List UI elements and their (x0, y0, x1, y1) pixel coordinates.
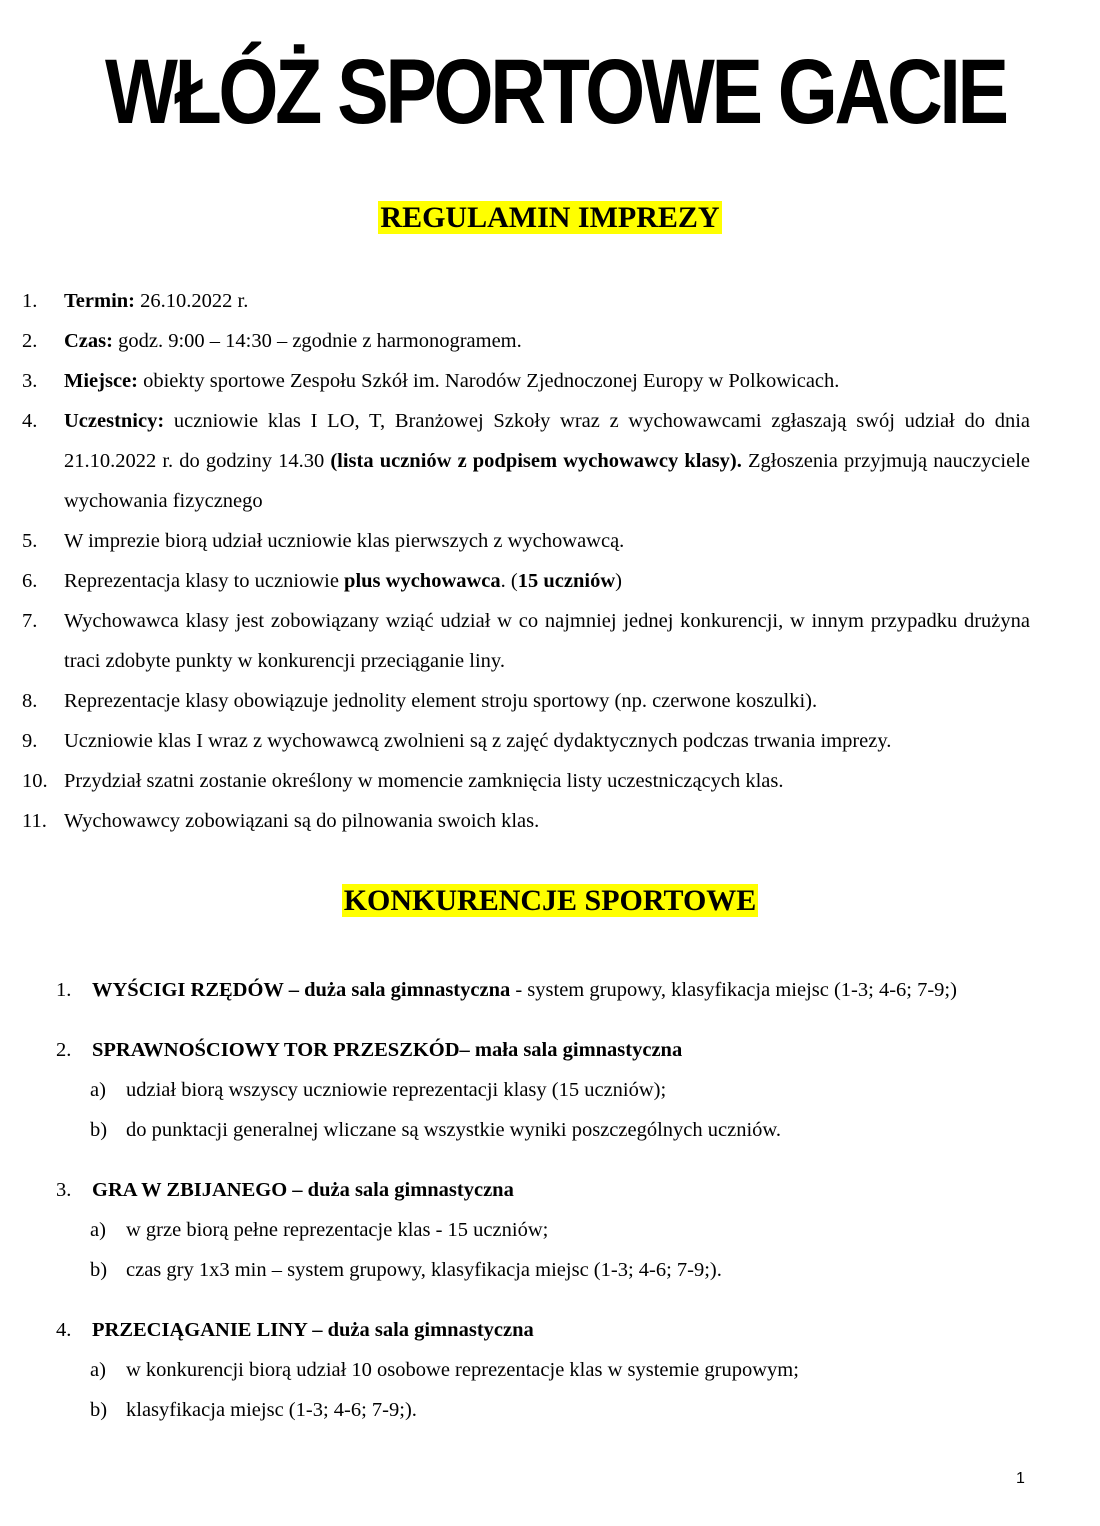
competition-item (0, 1030, 1030, 1150)
item-number: 3. (22, 370, 38, 392)
text-run: godz. 9:00 – 14:30 – zgodnie z harmonogramem. (112, 330, 522, 352)
item-number: 5. (22, 530, 38, 552)
sub-item (90, 1390, 1030, 1430)
text-run: Wychowawcy zobowiązani są do pilnowania swoich klas. (64, 810, 540, 832)
section-heading-rules-text: REGULAMIN IMPREZY (380, 201, 720, 234)
list-item (0, 321, 1030, 361)
competition-item (0, 970, 1030, 1010)
section-heading-competitions-text: KONKURENCJE SPORTOWE (343, 884, 757, 917)
page-number: 1 (1016, 1470, 1025, 1487)
bold-text: plus wychowawca (344, 570, 501, 592)
sub-list (90, 1210, 1030, 1290)
sub-item-letter: a) (90, 1219, 106, 1241)
list-item (0, 721, 1030, 761)
sub-item-text: w konkurencji biorą udział 10 osobowe reprezentacje klas w systemie grupowym; (126, 1359, 799, 1381)
text-run: W imprezie biorą udział uczniowie klas pierwszych z wychowawcą. (64, 530, 625, 552)
list-item (0, 761, 1030, 801)
item-number: 4. (56, 1319, 72, 1341)
competitions-list (0, 970, 1030, 1450)
sub-item-text: do punktacji generalnej wliczane są wszystkie wyniki poszczególnych uczniów. (126, 1119, 782, 1141)
text-run: . ( (500, 570, 518, 592)
text-run: ) (615, 570, 622, 592)
text-run: - system grupowy, klasyfikacja miejsc (1-3; 4-6; 7-9;) (510, 979, 957, 1001)
bold-text: Termin: (64, 290, 135, 312)
item-number: 6. (22, 570, 38, 592)
text-run: Wychowawca klasy jest zobowiązany wziąć udział w co najmniej jednej konkurencji, w innym przypadku drużyna traci zdobyte punkty w konkurencji przeciąganie liny. (64, 610, 1030, 672)
competition-title (92, 1310, 1030, 1350)
text-run: 26.10.2022 r. (135, 290, 249, 312)
competition-title (92, 1170, 1030, 1210)
list-item (0, 281, 1030, 321)
bold-text: SPRAWNOŚCIOWY TOR PRZESZKÓD– mała sala gimnastyczna (92, 1039, 683, 1061)
sub-item-text: czas gry 1x3 min – system grupowy, klasyfikacja miejsc (1-3; 4-6; 7-9;). (126, 1259, 722, 1281)
item-number: 3. (56, 1179, 72, 1201)
competition-item (0, 1310, 1030, 1430)
list-item (0, 361, 1030, 401)
bold-text: PRZECIĄGANIE LINY – duża sala gimnastyczna (92, 1319, 534, 1341)
list-item (0, 521, 1030, 561)
text-run: Reprezentacje klasy obowiązuje jednolity element stroju sportowy (np. czerwone koszulki). (64, 690, 818, 712)
sub-item (90, 1250, 1030, 1290)
list-item (0, 401, 1030, 521)
sub-item-text: udział biorą wszyscy uczniowie reprezentacji klasy (15 uczniów); (126, 1079, 667, 1101)
text-run: uczniowie klas I LO, T, Branżowej Szkoły wraz z wychowawcami zgłaszają swój udział do dnia 21.10.2022 r. do godziny 14.30 (64, 410, 1030, 472)
list-item (0, 601, 1030, 681)
item-number: 2. (56, 1039, 72, 1061)
sub-item-letter: b) (90, 1399, 108, 1421)
sub-item-letter: a) (90, 1079, 106, 1101)
bold-text: Miejsce: (64, 370, 138, 392)
text-run: Reprezentacja klasy to uczniowie (64, 570, 345, 592)
text-run: Zgłoszenia przyjmują nauczyciele wychowania fizycznego (64, 450, 1030, 512)
item-number: 9. (22, 730, 38, 752)
item-number: 1. (22, 290, 38, 312)
list-item (0, 561, 1030, 601)
rules-list (0, 281, 1030, 841)
sub-item (90, 1210, 1030, 1250)
sub-item-text: w grze biorą pełne reprezentacje klas - 15 uczniów; (126, 1219, 549, 1241)
bold-text: GRA W ZBIJANEGO – duża sala gimnastyczna (92, 1179, 514, 1201)
sub-item (90, 1350, 1030, 1390)
item-number: 4. (22, 410, 38, 432)
item-number: 10. (22, 770, 48, 792)
text-run: Przydział szatni zostanie określony w momencie zamknięcia listy uczestniczących klas. (64, 770, 784, 792)
sub-item-letter: b) (90, 1259, 108, 1281)
bold-text: Czas: (64, 330, 113, 352)
document-title: WŁÓŻ SPORTOWE GACIE (105, 41, 1006, 143)
bold-text: (lista uczniów z podpisem wychowawcy klasy). (330, 450, 742, 472)
competition-title (92, 1030, 1030, 1070)
bold-text: WYŚCIGI RZĘDÓW – duża sala gimnastyczna (92, 979, 511, 1001)
sub-list (90, 1070, 1030, 1150)
item-number: 2. (22, 330, 38, 352)
bold-text: Uczestnicy: (64, 410, 165, 432)
sub-item-letter: a) (90, 1359, 106, 1381)
sub-item (90, 1070, 1030, 1110)
competition-title (92, 970, 1030, 1010)
text-run: Uczniowie klas I wraz z wychowawcą zwolnieni są z zajęć dydaktycznych podczas trwania imprezy. (64, 730, 892, 752)
item-number: 11. (22, 810, 47, 832)
list-item (0, 681, 1030, 721)
item-number: 7. (22, 610, 38, 632)
sub-item-letter: b) (90, 1119, 108, 1141)
section-heading-competitions (0, 884, 1100, 918)
bold-text: 15 uczniów (517, 570, 616, 592)
list-item (0, 801, 1030, 841)
competition-item (0, 1170, 1030, 1290)
text-run: obiekty sportowe Zespołu Szkół im. Narodów Zjednoczonej Europy w Polkowicach. (137, 370, 840, 392)
sub-item-text: klasyfikacja miejsc (1-3; 4-6; 7-9;). (126, 1399, 417, 1421)
section-heading-rules (0, 201, 1100, 235)
sub-item (90, 1110, 1030, 1150)
item-number: 1. (56, 979, 72, 1001)
item-number: 8. (22, 690, 38, 712)
sub-list (90, 1350, 1030, 1430)
